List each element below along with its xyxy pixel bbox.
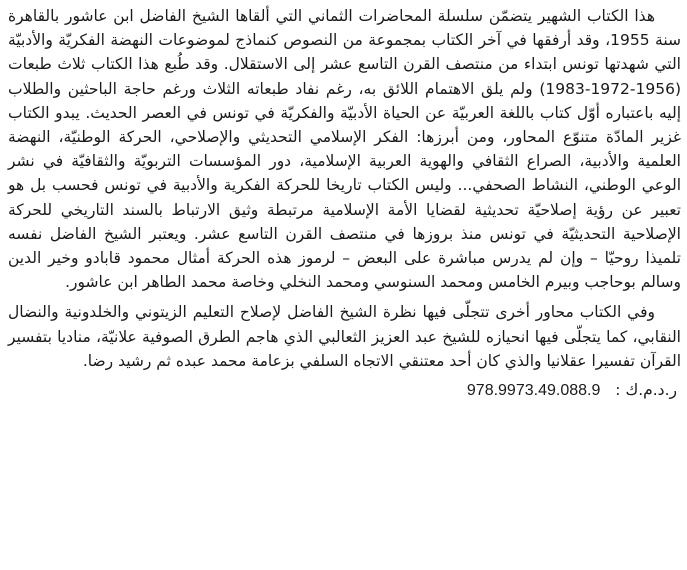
isbn-label: ر.د.م.ك : — [615, 381, 677, 400]
paragraph-main: هذا الكتاب الشهير يتضمّن سلسلة المحاضرات الثماني التي ألقاها الشيخ الفاضل ابن عاشور بالقاهرة سنة 1955، وقد أرفقها في آخر الكتاب بمجموعة من النصوص كنماذج لموضوعات النهضة الفكريّة والأدبيّة التي شهدتها تونس ابتداء من منتصف القرن التاسع عشر إلى الاستقلال. وقد طُبع هذا الكتاب ثلاث طبعات (1956-1972-1983) ولم يلق الاهتمام اللائق به، رغم نفاد طبعاته الثلاث ورغم حاجة الباحثين والطلاب إليه باعتباره أوّل كتاب باللغة العربيّة عن الحياة الأدبيّة والفكريّة في تونس في العصر الحديث. يبدو الكتاب غزير المادّة متنوّع المحاور، ومن أبرزها: الفكر الإسلامي التحديثي والإصلاحي، الحركة الوطنيّة، النهضة العلمية والأدبية، الصراع الثقافي والهوية العربية الإسلامية، دور المؤسسات التربويّة والثقافيّة في نشر الوعي الوطني، النشاط الصحفي... وليس الكتاب تاريخا للحركة الفكرية والأدبية في تونس فحسب بل هو تعبير عن رؤية إصلاحيّة تحديثية لقضايا الأمة الإسلامية مرتبطة وثيق الارتباط بالسند التاريخي للحركة الإصلاحية التحديثيّة في تونس منذ بروزها في منتصف القرن التاسع عشر. ويعتبر الشيخ الفاضل نفسه تلميذا روحيّا – وإن لم يدرس مباشرة على البعض – لرموز هذه الحركة أمثال محمود قابادو وخير الدين وسالم بوحاجب وبيرم الخامس ومحمد السنوسي ومحمد النخلي وخاصة محمد الطاهر ابن عاشور. — [8, 7, 681, 292]
isbn-number: 978.9973.49.088.9 — [466, 382, 601, 400]
paragraph-second: وفي الكتاب محاور أخرى تتجلّى فيها نظرة الشيخ الفاضل لإصلاح التعليم الزيتوني والخلدونية والنضال النقابي، كما يتجلّى فيها انحيازه للشيخ عبد العزيز الثعالبي الذي هاجم الطرق الصوفية علانيّة، مناديا بتفسير القرآن تفسيرا عقلانيا والذي كان أحد معتنقي الاتجاه السلفي بزعامة محمد عبده ثم رشيد رضا. — [8, 303, 681, 370]
isbn-line — [8, 381, 681, 400]
